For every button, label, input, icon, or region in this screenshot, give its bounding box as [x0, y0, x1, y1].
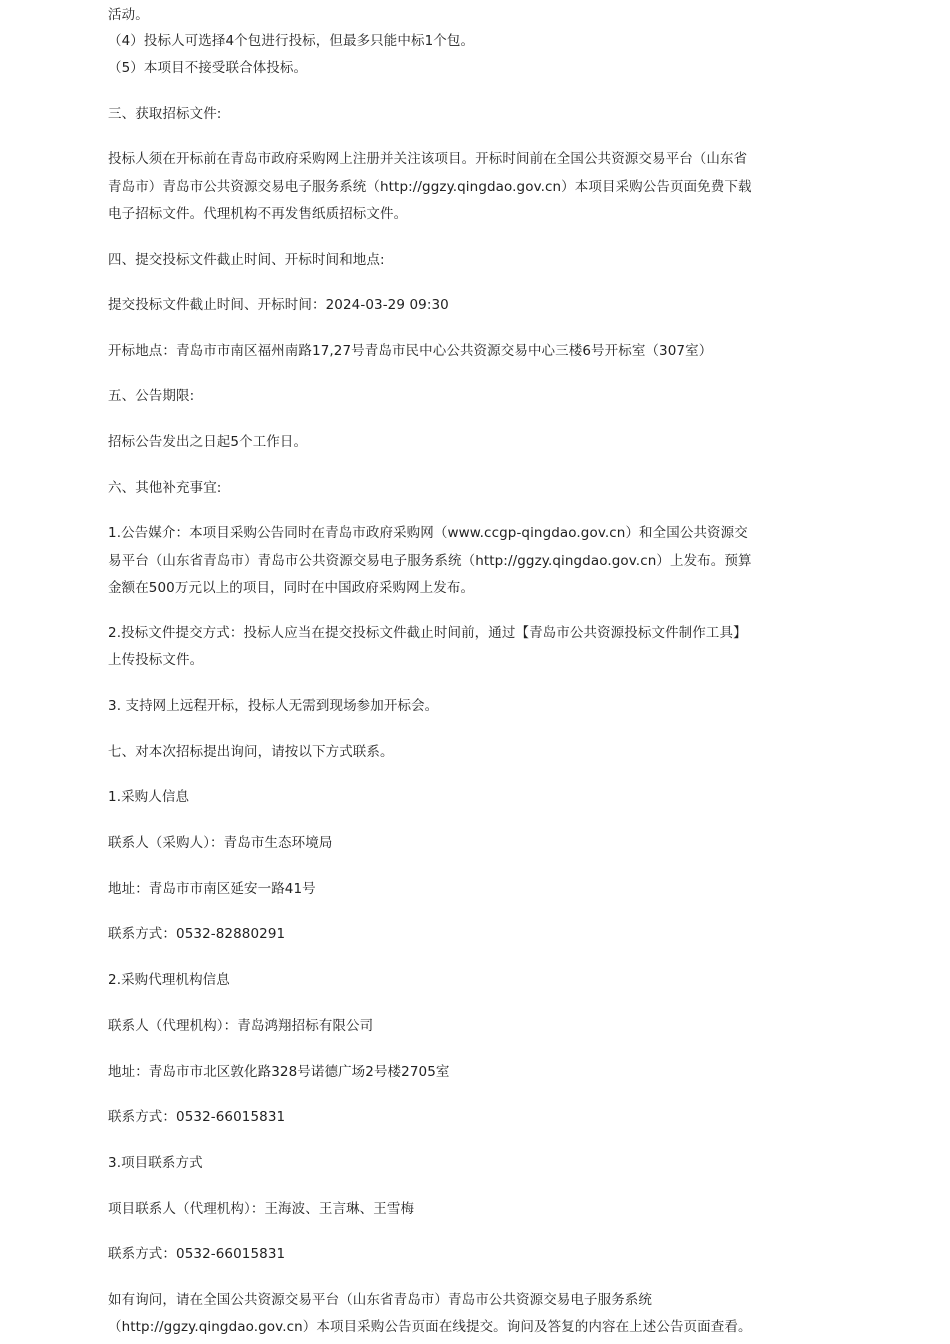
- address-line: 地址：青岛市市南区延安一路41号: [108, 881, 316, 897]
- section-heading-3: 三、获取招标文件:: [108, 106, 222, 122]
- paragraph-line: 青岛市）青岛市公共资源交易电子服务系统（http://ggzy.qingdao.gov.cn）本项目采购公告页面免费下载: [108, 179, 752, 195]
- phone-line: 联系方式：0532-66015831: [108, 1246, 286, 1262]
- paragraph-line: 2.投标文件提交方式：投标人应当在提交投标文件截止时间前，通过【青岛市公共资源投标文件制作工具】: [108, 625, 747, 641]
- address-line: 地址：青岛市市北区敦化路328号诺德广场2号楼2705室: [108, 1064, 450, 1080]
- section-heading-5: 五、公告期限:: [108, 388, 195, 404]
- subheading-project-contact: 3.项目联系方式: [108, 1155, 203, 1171]
- contact-line: 项目联系人（代理机构）：王海波、王言琳、王雪梅: [108, 1201, 415, 1217]
- paragraph-line: 易平台（山东省青岛市）青岛市公共资源交易电子服务系统（http://ggzy.qingdao.gov.cn）上发布。预算: [108, 553, 752, 569]
- paragraph-line: 投标人须在开标前在青岛市政府采购网上注册并关注该项目。开标时间前在全国公共资源交易平台（山东省: [108, 151, 748, 167]
- section-heading-6: 六、其他补充事宜:: [108, 480, 222, 496]
- contact-line: 联系人（代理机构）：青岛鸿翔招标有限公司: [108, 1018, 374, 1034]
- section-heading-4: 四、提交投标文件截止时间、开标时间和地点:: [108, 252, 385, 268]
- subheading-agency: 2.采购代理机构信息: [108, 972, 230, 988]
- text-line-item-5: （5）本项目不接受联合体投标。: [108, 60, 308, 76]
- paragraph-line: 1.公告媒介：本项目采购公告同时在青岛市政府采购网（www.ccgp-qingdao.gov.cn）和全国公共资源交: [108, 525, 748, 541]
- paragraph-line: 电子招标文件。代理机构不再发售纸质招标文件。: [108, 206, 408, 222]
- contact-line: 联系人（采购人）：青岛市生态环境局: [108, 835, 333, 851]
- paragraph-line: 上传投标文件。: [108, 652, 204, 668]
- deadline-line: 提交投标文件截止时间、开标时间：2024-03-29 09:30: [108, 297, 449, 313]
- text-line-item-4: （4）投标人可选择4个包进行投标，但最多只能中标1个包。: [108, 33, 475, 49]
- section-heading-7: 七、对本次招标提出询问，请按以下方式联系。: [108, 744, 394, 760]
- paragraph-line: 如有询问，请在全国公共资源交易平台（山东省青岛市）青岛市公共资源交易电子服务系统: [108, 1292, 652, 1308]
- paragraph-line: 金额在500万元以上的项目，同时在中国政府采购网上发布。: [108, 580, 475, 596]
- phone-line: 联系方式：0532-82880291: [108, 926, 286, 942]
- text-line-continuation: 活动。: [108, 7, 149, 23]
- phone-line: 联系方式：0532-66015831: [108, 1109, 286, 1125]
- paragraph-line: 3. 支持网上远程开标，投标人无需到现场参加开标会。: [108, 698, 439, 714]
- notice-period-line: 招标公告发出之日起5个工作日。: [108, 434, 308, 450]
- paragraph-line: （http://ggzy.qingdao.gov.cn）本项目采购公告页面在线提交。询问及答复的内容在上述公告页面查看。: [108, 1319, 752, 1335]
- venue-line: 开标地点：青岛市市南区福州南路17,27号青岛市民中心公共资源交易中心三楼6号开标室（307室）: [108, 343, 713, 359]
- subheading-purchaser: 1.采购人信息: [108, 789, 190, 805]
